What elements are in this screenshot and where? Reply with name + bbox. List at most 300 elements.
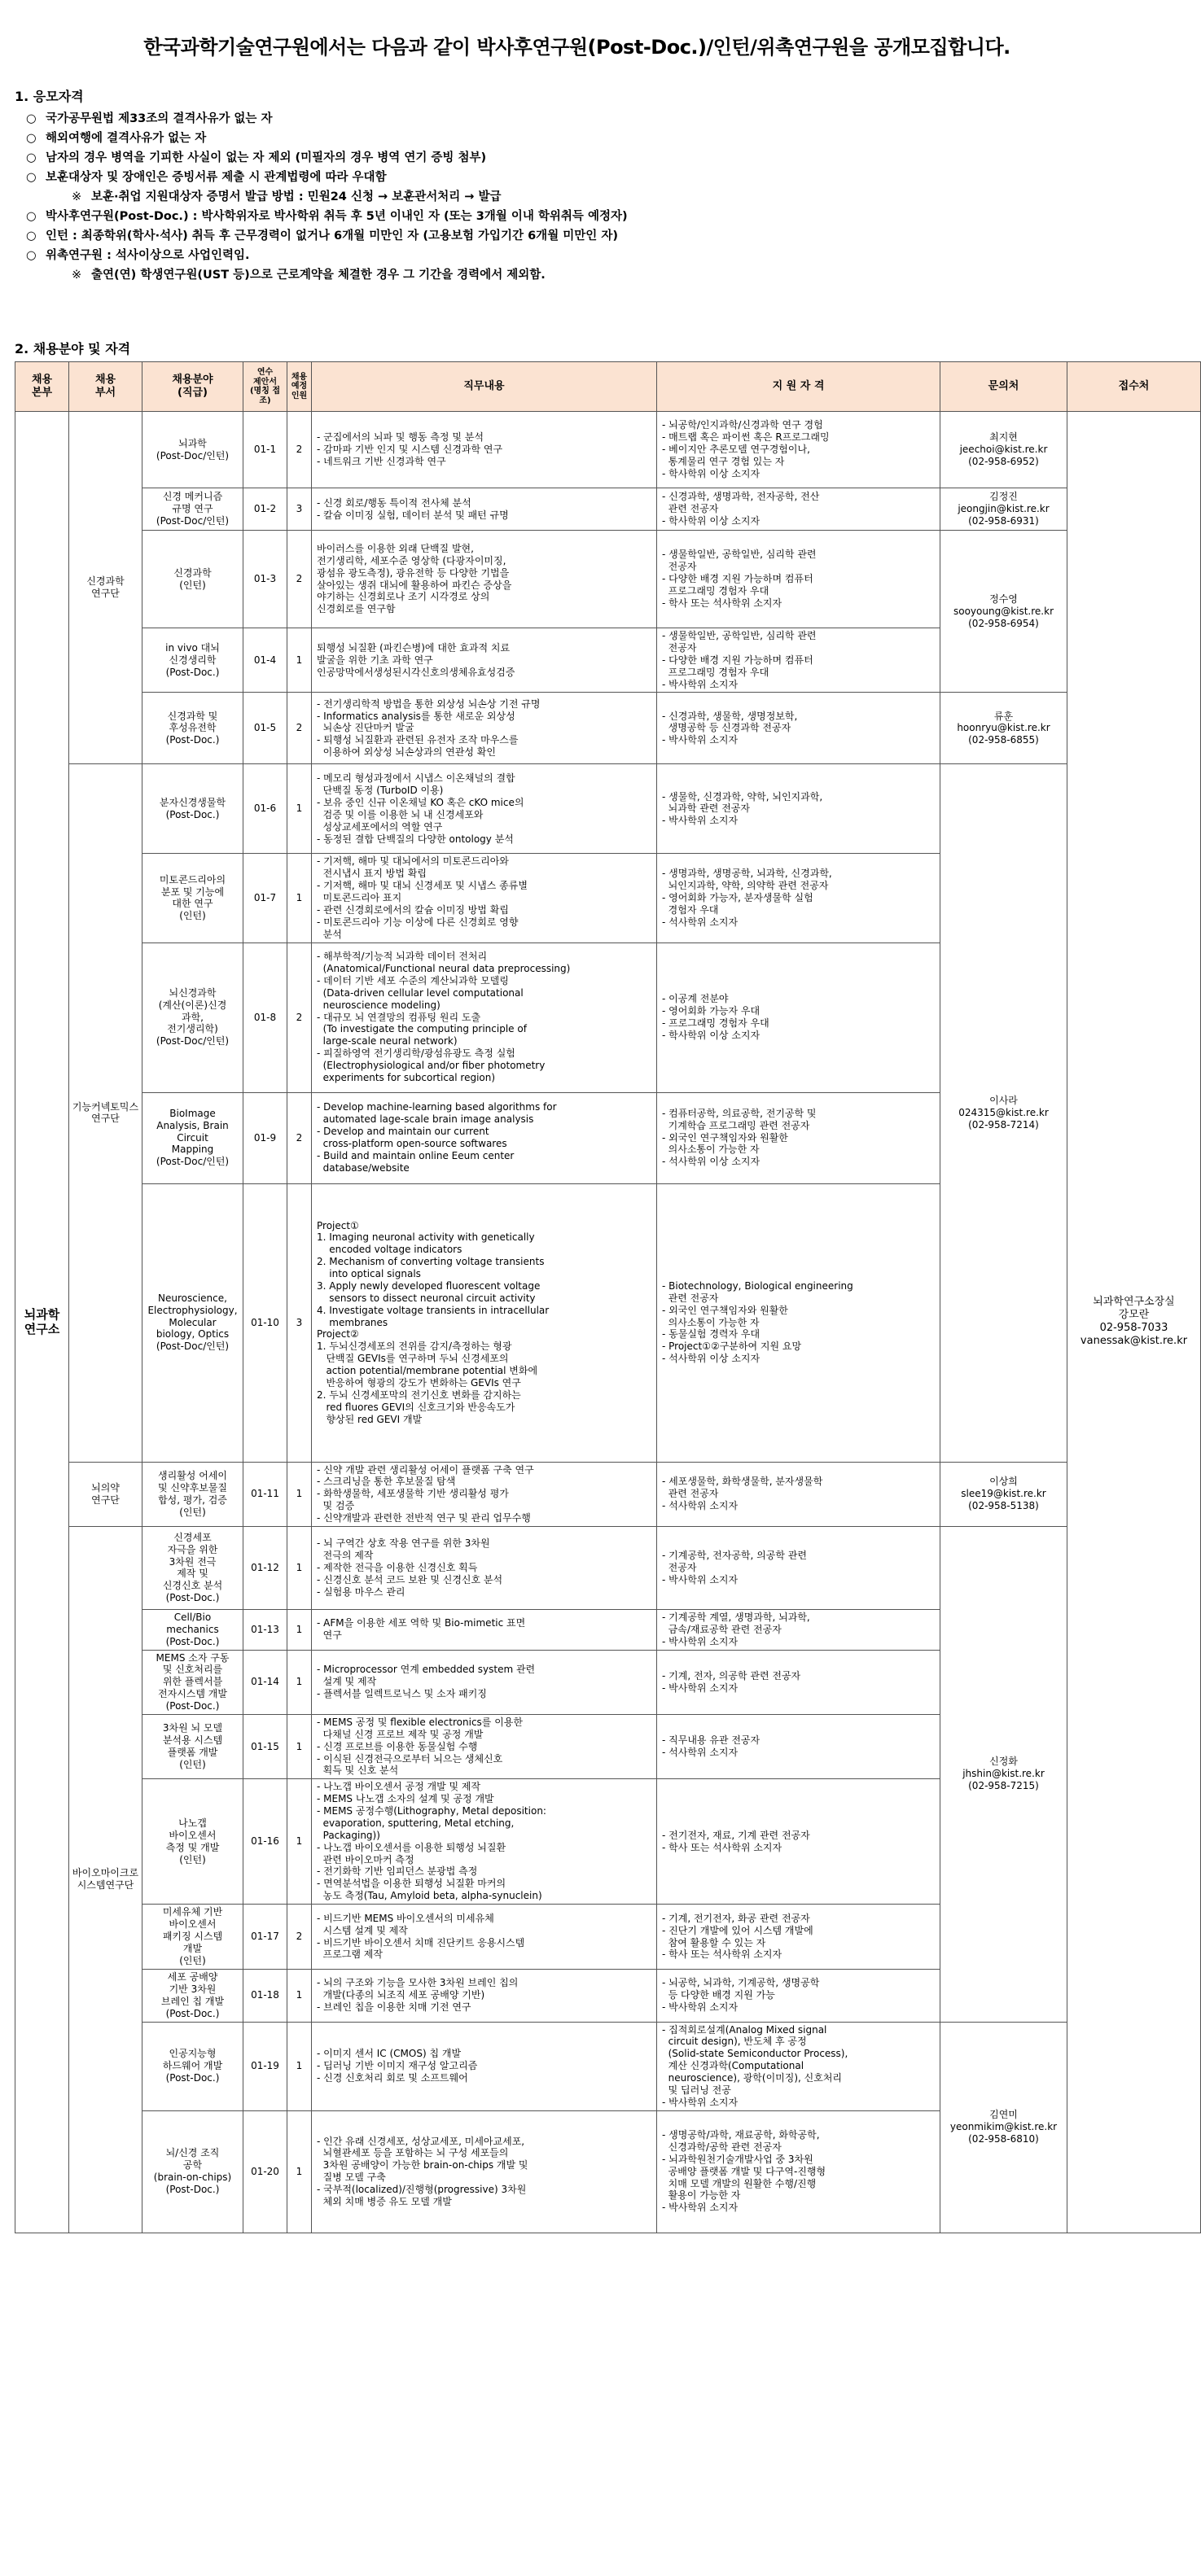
qualification-cell [657,693,940,764]
count-cell: 1 [287,1526,312,1609]
header-duty: 직무내용 [312,362,657,412]
recruitment-table [15,361,1201,2233]
qualification-line: - 생명과학, 생명공학, 뇌과학, 신경과학, [662,868,832,880]
count-cell: 1 [287,1970,312,2023]
duty-line: - 메모리 형성과정에서 시냅스 이온채널의 결합 [317,772,515,785]
table-row [15,531,1201,628]
code-cell: 01-18 [243,1970,287,2023]
qualification-line: neuroscience), 광학(이미징), 신호처리 [662,2072,843,2084]
count-cell: 1 [287,1650,312,1714]
code-cell: 01-8 [243,942,287,1092]
qualification-line: - 기계공학, 전자공학, 의공학 관련 [662,1550,807,1562]
qualification-line: - 매트랩 혹은 파이썬 혹은 R프로그래밍 [662,431,830,444]
qualification-text: 인턴 : 최종학위(학사·석사) 취득 후 근무경력이 없거나 6개월 미만인 자 (고용보험 가입기간 6개월 미만인 자) [46,230,618,243]
duty-line: 체외 치매 병증 유도 모델 개발 [317,2195,452,2207]
qualification-line: 뇌과학 관련 전공자 [662,803,750,815]
duty-cell [312,1526,657,1609]
qualification-line: 활용이 가능한 자 [662,2189,741,2202]
duty-line: neuroscience modeling) [317,999,441,1011]
qualification-list [15,109,1138,285]
duty-line: into optical signals [317,1268,421,1280]
contact-cell: 류훈 hoonryu@kist.re.kr (02-958-6855) [940,693,1067,764]
code-cell: 01-15 [243,1714,287,1778]
page-title: 한국과학기술연구원에서는 다음과 같이 박사후연구원(Post-Doc.)/인턴/위촉연구원을 공개모집합니다. [143,36,1010,59]
qualification-line: - 신경과학, 생명과학, 전자공학, 전산 [662,491,820,503]
qualification-line: - 동물실험 경력자 우대 [662,1328,760,1340]
qualification-cell [657,1714,940,1778]
qualification-line: - 박사학위 소지자 [662,2001,739,2014]
code-cell: 01-10 [243,1183,287,1462]
qualification-line: 전공자 [662,641,697,654]
qualification-line: - 뇌공학/인지과학/신경과학 연구 경험 [662,419,823,431]
qualification-cell [657,1970,940,2023]
qualification-line: 관련 전공자 [662,503,719,515]
code-cell: 01-1 [243,412,287,488]
duty-line: - 딥러닝 기반 이미지 재구성 알고리즘 [317,2060,478,2072]
qualification-line: 치매 모델 개발의 원활한 수행/진행 [662,2177,817,2189]
duty-line: 뇌손상 진단마커 발굴 [317,722,414,734]
duty-line: 신경회로를 연구함 [317,603,396,615]
field-cell: Cell/Bio mechanics (Post-Doc.) [142,1609,243,1650]
qualification-cell [657,1462,940,1526]
duty-line: - Build and maintain online Eeum center [317,1149,515,1161]
duty-line: 질병 모델 구축 [317,2171,386,2184]
qualification-line: - 세포생물학, 화학생물학, 분자생물학 [662,1476,823,1488]
header-qual: 지 원 자 격 [657,362,940,412]
duty-line: 향상된 red GEVI 개발 [317,1413,423,1425]
duty-line: - 해부학적/기능적 뇌과학 데이터 전처리 [317,951,488,963]
duty-line: encoded voltage indicators [317,1244,462,1256]
duty-line: - 스크리닝을 통한 후보물질 탐색 [317,1476,456,1488]
qualification-line: - 직무내용 유관 전공자 [662,1734,760,1747]
duty-line: 2. Mechanism of converting voltage transients [317,1256,545,1268]
duty-line: 발굴을 위한 기초 과학 연구 [317,654,433,666]
duty-line: Project② [317,1328,359,1340]
duty-line: 3차원 공배양이 가능한 brain-on-chips 개발 및 [317,2159,528,2171]
contact-cell: 정수영 sooyoung@kist.re.kr (02-958-6954) [940,531,1067,693]
duty-cell [312,854,657,942]
duty-line: 반응하여 형광의 강도가 변화하는 GEVIs 연구 [317,1376,521,1389]
header-contact: 문의처 [940,362,1067,412]
duty-line: 바이러스를 이용한 외래 단백질 발현, [317,542,474,554]
duty-cell [312,628,657,693]
duty-line: - 신경 프로브를 이용한 동물실험 수행 [317,1740,478,1752]
count-cell: 2 [287,1092,312,1183]
qualification-line: - 박사학위 소지자 [662,1682,739,1694]
count-cell: 1 [287,764,312,854]
duty-line: 3. Apply newly developed fluorescent voltage [317,1279,541,1292]
duty-cell [312,1970,657,2023]
duty-line: - 이미지 센서 IC (CMOS) 칩 개발 [317,2048,462,2060]
duty-line: - 실험용 마우스 관리 [317,1585,405,1598]
duty-line: - 관련 신경회로에서의 칼슘 이미징 방법 확립 [317,903,509,916]
duty-line: 1. 두뇌신경세포의 전위를 감지/측정하는 형광 [317,1340,512,1353]
qualification-item [15,168,1138,187]
duty-line: 전극의 제작 [317,1550,374,1562]
qualification-item [15,246,1138,265]
table-row [15,1526,1201,1609]
duty-line: - 퇴행성 뇌질환과 관련된 유전자 조작 마우스를 [317,734,519,746]
duty-line: sensors to dissect neuronal circuit activity [317,1292,536,1304]
hq-cell: 뇌과학 연구소 [15,412,69,2233]
count-cell: 1 [287,628,312,693]
count-cell: 1 [287,1779,312,1905]
qualification-cell [657,488,940,531]
duty-cell [312,1183,657,1462]
header-field: 채용분야 (직급) [142,362,243,412]
duty-line: - 국부적(localized)/진행형(progressive) 3차원 [317,2184,527,2195]
count-cell: 2 [287,942,312,1092]
qualification-text: 해외여행에 결격사유가 없는 자 [46,132,207,145]
field-cell: 3차원 뇌 모델 분석용 시스템 플랫폼 개발 (인턴) [142,1714,243,1778]
qualification-line: - 베이지안 추론모델 연구경험이나, [662,444,810,456]
code-cell: 01-11 [243,1462,287,1526]
qualification-line: 및 딥러닝 전공 [662,2084,731,2096]
qualification-cell [657,628,940,693]
duty-line: 전시냅시 표지 방법 확립 [317,868,427,880]
qualification-cell [657,412,940,488]
duty-line: - Develop machine-learning based algorithms for [317,1101,557,1113]
qualification-line: 뇌인지과학, 약학, 의약학 관련 전공자 [662,880,829,892]
duty-cell [312,2110,657,2233]
qualification-line: 관련 전공자 [662,1488,719,1500]
duty-line: (To investigate the computing principle of [317,1023,527,1035]
code-cell: 01-13 [243,1609,287,1650]
qualification-line: - 박사학위 소지자 [662,815,739,827]
qualification-line: - 생명공학/과학, 재료공학, 화학공학, [662,2129,820,2141]
dept-cell: 바이오마이크로 시스템연구단 [69,1526,142,2233]
qualification-line: - 영어회화 가능자 우대 [662,1005,760,1017]
count-cell: 2 [287,412,312,488]
qualification-line: - 진단기 개발에 있어 시스템 개발에 [662,1924,813,1936]
qualification-line: - 신경과학, 생물학, 생명정보학, [662,710,798,722]
duty-line: - 군집에서의 뇌파 및 행동 측정 및 분석 [317,431,484,444]
qualification-line: 기계학습 프로그래밍 관련 전공자 [662,1119,810,1131]
duty-cell [312,764,657,854]
code-cell: 01-7 [243,854,287,942]
duty-line: - AFM을 이용한 세포 역학 및 Bio-mimetic 표면 [317,1617,526,1629]
qualification-line: - 학사 또는 석사학위 소지자 [662,1948,782,1961]
qualification-cell [657,531,940,628]
duty-line: - Microprocessor 연계 embedded system 관련 [317,1664,536,1676]
duty-line: - 감마파 기반 인지 및 시스템 신경과학 연구 [317,444,503,456]
qualification-line: - 박사학위 소지자 [662,734,739,746]
count-cell: 2 [287,531,312,628]
duty-line: action potential/membrane potential 변화에 [317,1365,538,1377]
duty-line: - 대규모 뇌 연결망의 컴퓨팅 원리 도출 [317,1011,481,1023]
qualification-text: 보훈·취업 지원대상자 증명서 발급 방법 : 민원24 신청 → 보훈관서처리 → 발급 [91,190,502,203]
contact-cell: 이사라 024315@kist.re.kr (02-958-7214) [940,764,1067,1462]
qualification-line: circuit design), 반도체 후 공정 [662,2036,807,2048]
duty-line: 다채널 신경 프로브 제작 및 공정 개발 [317,1728,484,1740]
contact-cell: 김정진 jeongjin@kist.re.kr (02-958-6931) [940,488,1067,531]
duty-line: red fluores GEVI의 신호크기와 반응속도가 [317,1401,515,1413]
qualification-line: 금속/재료공학 관련 전공자 [662,1623,782,1635]
qualification-line: - 이공계 전분야 [662,993,729,1005]
table-body [15,412,1201,2233]
duty-line: 개발(다종의 뇌조직 세포 공배양 기반) [317,1989,485,2001]
duty-line: automated lage-scale brain image analysis [317,1113,534,1126]
qualification-line: 프로그래밍 경험자 우대 [662,666,769,678]
note-mark-icon: ※ [72,190,82,203]
qualification-line: (Solid-state Semiconductor Process), [662,2048,848,2060]
recruitment-heading: 2. 채용분야 및 자격 [15,341,131,356]
qualification-line: - 다양한 배경 지원 가능하며 컴퓨터 [662,573,813,585]
duty-line: - 동정된 결합 단백질의 다양한 ontology 분석 [317,833,514,845]
field-cell: 신경과학 및 후성유전학 (Post-Doc.) [142,693,243,764]
field-cell: in vivo 대뇌 신경생리학 (Post-Doc.) [142,628,243,693]
field-cell: 미세유체 기반 바이오센서 패키징 시스템 개발 (인턴) [142,1905,243,1970]
duty-line: 및 검증 [317,1500,355,1512]
bullet-circle-icon: ○ [26,151,37,164]
duty-line: Packaging)) [317,1829,380,1841]
qualification-line: 등 다양한 배경 지원 가능 [662,1989,775,2001]
code-cell: 01-6 [243,764,287,854]
qualification-item [15,148,1138,168]
qualification-line: 의사소통이 가능한 자 [662,1144,760,1156]
code-cell: 01-19 [243,2022,287,2110]
code-cell: 01-12 [243,1526,287,1609]
qualification-cell [657,1650,940,1714]
duty-line: 분석 [317,928,342,940]
duty-line: 시스템 설계 및 제작 [317,1924,408,1936]
qualification-item [15,129,1138,148]
duty-cell [312,531,657,628]
duty-cell [312,2022,657,2110]
duty-line: 광섬유 광도측정), 광유전학 등 다양한 기법을 [317,566,510,579]
duty-line: database/website [317,1161,410,1174]
table-row [15,488,1201,531]
qualification-line: - 학사학위 이상 소지자 [662,467,760,479]
duty-line: - 피질하영역 전기생리학/광섬유광도 측정 실험 [317,1047,515,1060]
bullet-circle-icon: ○ [26,112,37,125]
duty-line: 뇌혈관세포 등을 포함하는 뇌 구성 세포들의 [317,2147,509,2159]
qualification-item [15,207,1138,226]
qualification-line: 계산 신경과학(Computational [662,2060,804,2072]
duty-line: 단백질 동정 (TurboID 이용) [317,785,444,797]
field-cell: 세포 공배양 기반 3차원 브레인 칩 개발 (Post-Doc.) [142,1970,243,2023]
duty-line: 전기생리학, 세포수준 영상학 (다광자이미징, [317,554,506,566]
qualification-cell [657,2022,940,2110]
count-cell: 1 [287,854,312,942]
dept-cell: 신경과학 연구단 [69,412,142,764]
field-cell: 뇌신경과학 (계산(이론)신경 과학, 전기생리학) (Post-Doc/인턴) [142,942,243,1092]
header-apply: 접수처 [1067,362,1201,412]
duty-line: 농도 측정(Tau, Amyloid beta, alpha-synuclein) [317,1890,542,1902]
duty-line: - 신경 신호처리 회로 및 소프트웨어 [317,2072,468,2084]
qualification-text: 위촉연구원 : 석사이상으로 사업인력임. [46,249,250,262]
duty-line: - MEMS 공정 및 flexible electronics를 이용한 [317,1716,523,1728]
table-header-row [15,362,1201,412]
duty-line: cross-platform open-source softwares [317,1138,507,1149]
count-cell: 1 [287,1609,312,1650]
bullet-circle-icon: ○ [26,132,37,145]
code-cell: 01-3 [243,531,287,628]
duty-line: - 나노갭 바이오센서를 이용한 퇴행성 뇌질환 [317,1841,506,1853]
qualification-text: 박사후연구원(Post-Doc.) : 박사학위자로 박사학위 취득 후 5년 이내인 자 (또는 3개월 이내 학위취득 예정자) [46,210,628,223]
qualification-line: - 기계, 전자, 의공학 관련 전공자 [662,1669,801,1682]
bullet-circle-icon: ○ [26,230,37,243]
code-cell: 01-16 [243,1779,287,1905]
qualification-cell [657,1092,940,1183]
duty-line: - 기저핵, 해마 및 대뇌 신경세포 및 시냅스 종류별 [317,880,528,892]
dept-cell: 기능커넥토믹스 연구단 [69,764,142,1462]
count-cell: 1 [287,1462,312,1526]
field-cell: 인공지능형 하드웨어 개발 (Post-Doc.) [142,2022,243,2110]
duty-line: 살아있는 생쥐 대뇌에 활용하여 파킨슨 증상을 [317,579,512,591]
qualification-line: - 집적회로설계(Analog Mixed signal [662,2023,827,2036]
duty-line: - 신경 회로/행동 특이적 전사체 분석 [317,496,471,509]
duty-line: 획득 및 신호 분석 [317,1765,399,1777]
field-cell: 신경세포 자극을 위한 3차원 전극 제작 및 신경신호 분석 (Post-Doc.) [142,1526,243,1609]
duty-line: (Electrophysiological and/or fiber photometry [317,1060,546,1072]
qualification-line: - 다양한 배경 지원 가능하며 컴퓨터 [662,654,813,666]
qualification-line: 프로그래밍 경험자 우대 [662,584,769,597]
contact-cell: 이상희 slee19@kist.re.kr (02-958-5138) [940,1462,1067,1526]
bullet-circle-icon: ○ [26,249,37,262]
field-cell: 신경 메커니즘 규명 연구 (Post-Doc/인턴) [142,488,243,531]
count-cell: 3 [287,1183,312,1462]
code-cell: 01-5 [243,693,287,764]
duty-line: - 전기화학 기반 임피던스 분광법 측정 [317,1865,478,1878]
duty-line: 야기하는 신경회로나 조기 시각경로 상의 [317,591,490,603]
duty-line: - Develop and maintain our current [317,1126,489,1138]
qualification-line: - 전기전자, 재료, 기계 관련 전공자 [662,1829,810,1841]
contact-cell: 신정화 jhshin@kist.re.kr (02-958-7215) [940,1526,1067,2022]
contact-cell: 김연미 yeonmikim@kist.re.kr (02-958-6810) [940,2022,1067,2233]
bullet-circle-icon: ○ [26,171,37,184]
table-row [15,412,1201,488]
qualification-line: - 박사학위 소지자 [662,2096,739,2108]
duty-line: experiments for subcortical region) [317,1071,496,1083]
qualification-line: - 학사학위 이상 소지자 [662,1029,760,1041]
duty-cell [312,942,657,1092]
qualification-line: - 기계, 전기전자, 화공 관련 전공자 [662,1912,810,1924]
header-dept: 채용 부서 [69,362,142,412]
code-cell: 01-2 [243,488,287,531]
duty-line: 인공망막에서생성된시각신호의생체유효성검증 [317,666,515,678]
qualification-line: 전공자 [662,1561,697,1573]
duty-line: - 데이터 기반 세포 수준의 계산뇌과학 모델링 [317,974,509,986]
field-cell: 뇌과학 (Post-Doc/인턴) [142,412,243,488]
duty-line: (Anatomical/Functional neural data preprocessing) [317,963,571,975]
duty-cell [312,693,657,764]
count-cell: 1 [287,2022,312,2110]
qualification-cell [657,854,940,942]
qualification-line: - Project①②구분하여 지원 요망 [662,1340,802,1353]
qualification-line: - 석사학위 소지자 [662,916,739,928]
qualification-line: - 학사 또는 석사학위 소지자 [662,1841,782,1853]
field-cell: BioImage Analysis, Brain Circuit Mapping (Post-Doc/인턴) [142,1092,243,1183]
qualification-cell [657,942,940,1092]
count-cell: 2 [287,1905,312,1970]
duty-line: - 미토콘드리아 기능 이상에 다른 신경회로 영향 [317,916,519,928]
contact-cell: 최지현 jeechoi@kist.re.kr (02-958-6952) [940,412,1067,488]
duty-cell [312,1905,657,1970]
field-cell: 신경과학 (인턴) [142,531,243,628]
duty-line: 이용하여 외상성 뇌손상과의 연관성 확인 [317,746,496,759]
field-cell: 나노갭 바이오센서 측정 및 개발 (인턴) [142,1779,243,1905]
duty-line: - 신약개발과 관련한 전반적 연구 및 관리 업무수행 [317,1512,531,1524]
duty-line: 관련 바이오마커 측정 [317,1853,414,1865]
duty-line: - 칼슘 이미징 실험, 데이터 분석 및 패턴 규명 [317,509,509,521]
duty-line: - 면역분석법을 이용한 퇴행성 뇌질환 마커의 [317,1878,506,1890]
duty-line: 성상교세포에서의 역할 연구 [317,820,443,833]
duty-line: evaporation, sputtering, Metal etching, [317,1817,515,1829]
qualification-item [15,226,1138,246]
duty-line: - 브레인 칩을 이용한 치매 기전 연구 [317,2001,471,2014]
qualification-heading: 1. 응모자격 [15,89,84,104]
qualification-line: - Biotechnology, Biological engineering [662,1279,853,1292]
qualification-line: 전공자 [662,561,697,573]
duty-line: - 뇌 구역간 상호 작용 연구를 위한 3차원 [317,1537,490,1550]
qualification-item [15,265,1138,285]
duty-line: 단백질 GEVIs를 연구하며 두뇌 신경세포의 [317,1353,509,1365]
duty-line: - Informatics analysis를 통한 새로운 외상성 [317,710,515,722]
duty-line: - 신약 개발 관련 생리활성 어세이 플랫폼 구축 연구 [317,1463,534,1476]
qualification-line: 공배양 플랫폼 개발 및 다구역-진행형 [662,2165,826,2177]
duty-line: 연구 [317,1629,342,1642]
duty-line: - 전기생리학적 방법을 통한 외상성 뇌손상 기전 규명 [317,698,541,710]
qualification-cell [657,764,940,854]
header-hq: 채용 본부 [15,362,69,412]
duty-line: 검증 및 이를 이용한 뇌 내 신경세포와 [317,808,484,820]
count-cell: 3 [287,488,312,531]
table-row [15,1462,1201,1526]
qualification-cell [657,1905,940,1970]
duty-line: - 비드기반 바이오센서 치매 진단키트 응용시스템 [317,1936,525,1948]
qualification-line: 참여 활용할 수 있는 자 [662,1936,766,1948]
qualification-line: - 영어회화 가능자, 분자생물학 실험 [662,892,813,903]
field-cell: 생리활성 어세이 및 신약후보물질 합성, 평가, 검증 (인턴) [142,1462,243,1526]
duty-cell [312,1462,657,1526]
qualification-cell [657,1779,940,1905]
table-row [15,2022,1201,2110]
duty-line: - 나노갭 바이오센서 공정 개발 및 제작 [317,1781,481,1793]
qualification-item [15,187,1138,207]
qualification-line: - 컴퓨터공학, 의료공학, 전기공학 및 [662,1107,817,1119]
field-cell: Neuroscience, Electrophysiology, Molecular biology, Optics (Post-Doc/인턴) [142,1183,243,1462]
duty-cell [312,1714,657,1778]
qualification-line: 관련 전공자 [662,1292,719,1304]
qualification-text: 남자의 경우 병역을 기피한 사실이 없는 자 제외 (미필자의 경우 병역 연기 증빙 첨부) [46,151,487,164]
qualification-line: - 외국인 연구책임자와 원활한 [662,1304,788,1316]
duty-line: (Data-driven cellular level computational [317,986,524,999]
duty-line: - 보유 중인 신규 이온채널 KO 혹은 cKO mice의 [317,797,524,808]
qualification-line: - 석사학위 소지자 [662,1747,739,1759]
duty-line: - 이식된 신경전극으로부터 뇌으는 생체신호 [317,1752,503,1765]
qualification-text: 국가공무원법 제33조의 결격사유가 없는 자 [46,112,273,125]
qualification-line: - 외국인 연구책임자와 원활한 [662,1131,788,1144]
qualification-line: 통계물리 연구 경험 있는 자 [662,455,785,467]
count-cell: 1 [287,2110,312,2233]
duty-line: - 제작한 전극을 이용한 신경신호 획득 [317,1561,478,1573]
qualification-section [15,88,1138,285]
apply-cell: 뇌과학연구소장실 강모란 02-958-7033 vanessak@kist.re.kr [1067,412,1201,2233]
code-cell: 01-20 [243,2110,287,2233]
count-cell: 2 [287,693,312,764]
duty-line: - 플렉서블 일렉트로닉스 및 소자 패키징 [317,1688,487,1700]
qualification-text: 보훈대상자 및 장애인은 증빙서류 제출 시 관계법령에 따라 우대함 [46,171,387,184]
qualification-line: - 박사학위 소지자 [662,1635,739,1647]
duty-cell [312,1779,657,1905]
duty-line: 설계 및 제작 [317,1676,377,1688]
qualification-line: - 석사학위 이상 소지자 [662,1353,760,1365]
qualification-line: - 박사학위 소지자 [662,2202,739,2214]
table-row [15,693,1201,764]
duty-cell [312,1609,657,1650]
qualification-cell [657,1183,940,1462]
